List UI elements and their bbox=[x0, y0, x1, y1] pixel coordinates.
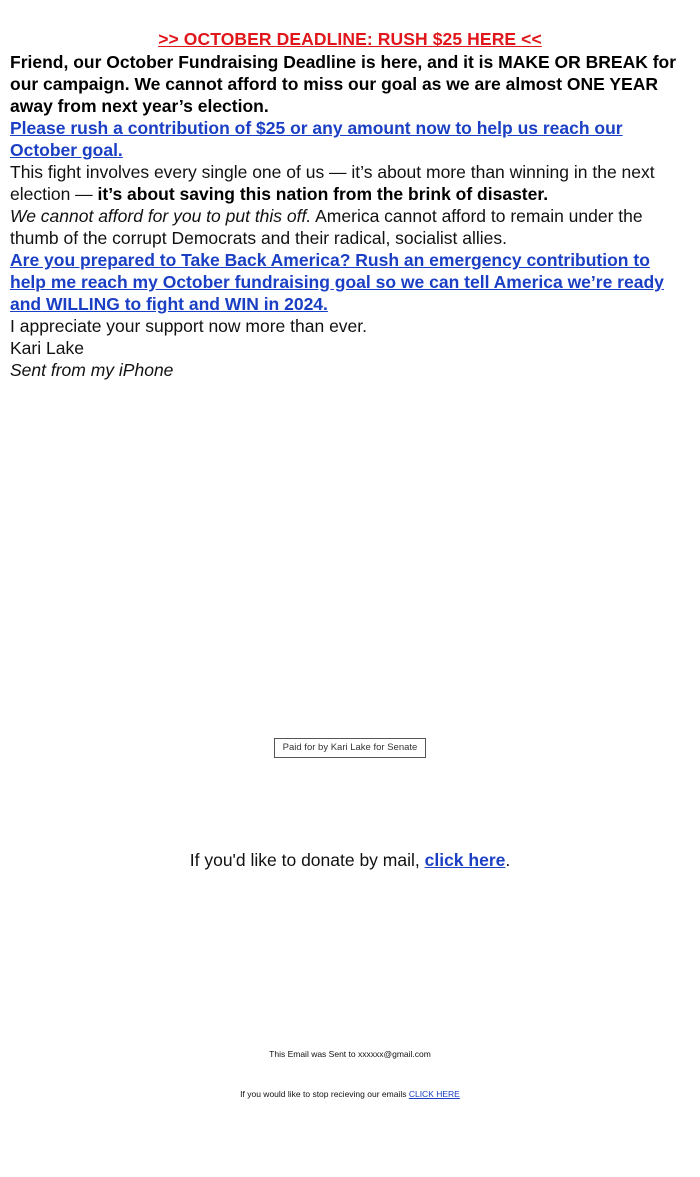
donate-by-mail-link[interactable]: click here bbox=[424, 850, 506, 870]
unsubscribe-link[interactable]: CLICK HERE bbox=[408, 1089, 460, 1099]
take-back-paragraph bbox=[10, 249, 690, 315]
sent-to-notice: This Email was Sent to xxxxxx@gmail.com bbox=[269, 1049, 431, 1059]
fight-bold-text: it’s about saving this nation from the brink of disaster. bbox=[97, 184, 549, 204]
fight-paragraph bbox=[10, 161, 690, 205]
contribution-paragraph bbox=[10, 117, 690, 161]
headline-donate-link[interactable]: >> OCTOBER DEADLINE: RUSH $25 HERE << bbox=[158, 29, 542, 49]
donate-by-mail bbox=[0, 849, 700, 871]
unsubscribe-text: If you would like to stop recieving our emails bbox=[240, 1089, 409, 1099]
headline-row bbox=[10, 29, 690, 51]
signature bbox=[10, 337, 690, 381]
thanks-paragraph: I appreciate your support now more than ever. bbox=[10, 316, 368, 336]
afford-italic-text: We cannot afford for you to put this off. bbox=[10, 206, 312, 226]
donate-by-mail-period: . bbox=[505, 850, 511, 870]
donate-by-mail-text: If you'd like to donate by mail, bbox=[189, 850, 425, 870]
afford-text: America cannot afford to remain under the thumb of the corrupt Democrats and their radical, socialist allies. bbox=[10, 206, 643, 248]
fight-text: This fight involves every single one of us — it’s about more than winning in the next election — bbox=[10, 162, 655, 204]
unsubscribe-line bbox=[0, 1088, 700, 1100]
signature-name: Kari Lake bbox=[10, 338, 84, 358]
intro-paragraph: Friend, our October Fundraising Deadline is here, and it is MAKE OR BREAK for our campaign. We cannot afford to miss our goal as we are almost ONE YEAR away from next year’s election. bbox=[10, 52, 677, 116]
afford-paragraph bbox=[10, 205, 690, 249]
emergency-contribution-link[interactable]: Are you prepared to Take Back America? Rush an emergency contribution to help me reach my October fundraising goal so we can tell America we’re ready and WILLING to fight and WIN in 2024. bbox=[10, 250, 664, 314]
email-body bbox=[10, 0, 690, 381]
contribution-link[interactable]: Please rush a contribution of $25 or any amount now to help us reach our October goal. bbox=[10, 118, 623, 160]
paid-for-disclaimer: Paid for by Kari Lake for Senate bbox=[274, 738, 426, 758]
signature-device: Sent from my iPhone bbox=[10, 360, 174, 380]
